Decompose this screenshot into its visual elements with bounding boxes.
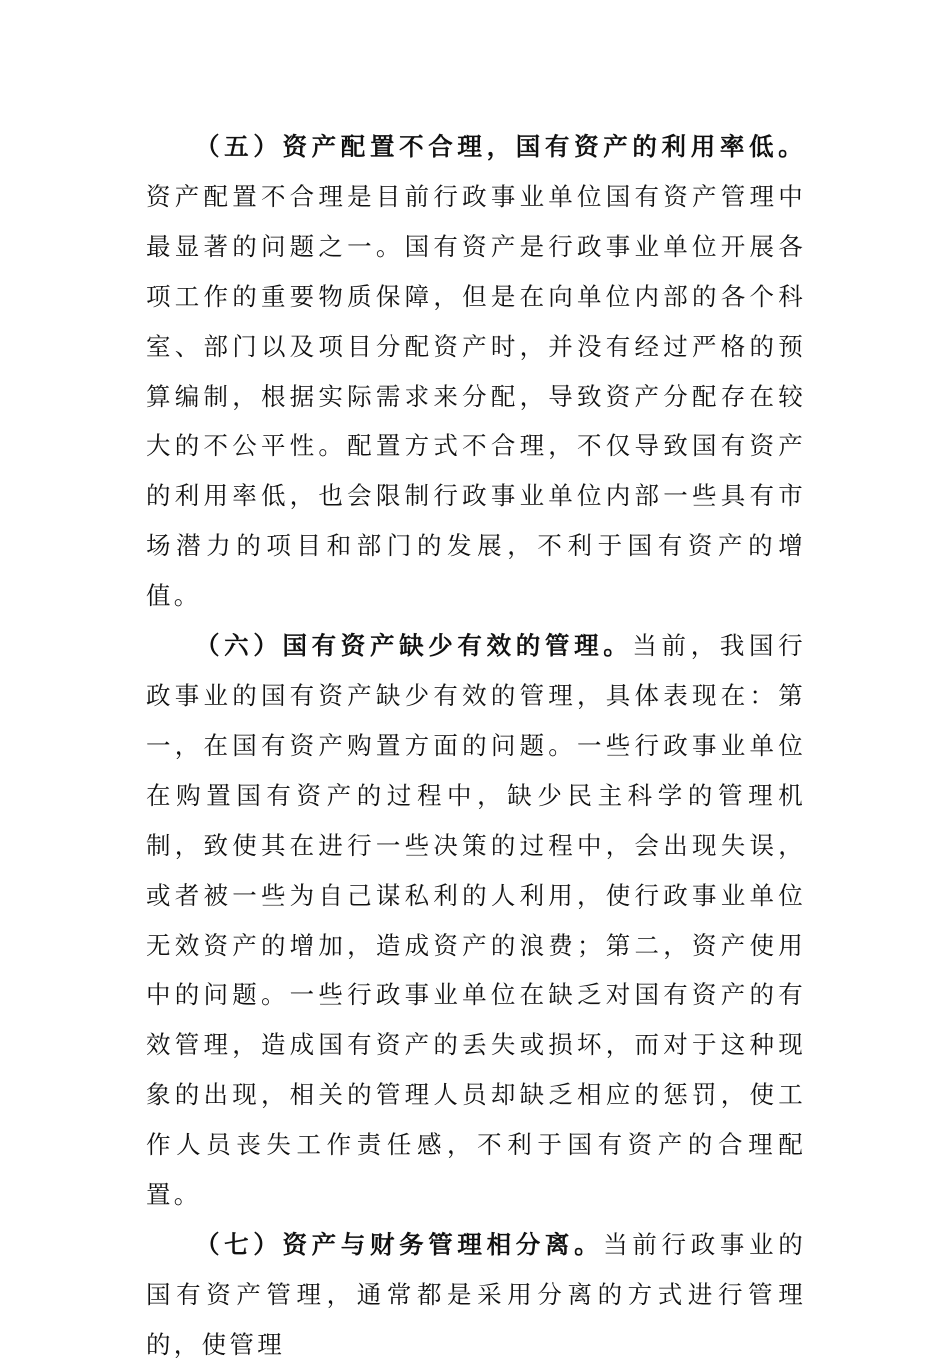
paragraph-6-heading: （六）国有资产缺少有效的管理。 bbox=[195, 631, 633, 661]
document-body bbox=[146, 122, 806, 1370]
paragraph-6 bbox=[146, 621, 806, 1220]
paragraph-6-body: 当前，我国行政事业的国有资产缺少有效的管理，具体表现在：第一，在国有资产购置方面的问题。一些行政事业单位在购置国有资产的过程中，缺少民主科学的管理机制，致使其在进行一些决策的过程中，会出现失误，或者被一些为自己谋私利的人利用，使行政事业单位无效资产的增加，造成资产的浪费；第二，资产使用中的问题。一些行政事业单位在缺乏对国有资产的有效管理，造成国有资产的丢失或损坏，而对于这种现象的出现，相关的管理人员却缺乏相应的惩罚，使工作人员丧失工作责任感，不利于国有资产的合理配置。 bbox=[146, 631, 806, 1210]
paragraph-5-heading: （五）资产配置不合理，国有资产的利用率低。 bbox=[195, 132, 806, 161]
paragraph-5 bbox=[146, 122, 806, 621]
paragraph-7 bbox=[146, 1220, 806, 1370]
paragraph-7-heading: （七）资产与财务管理相分离。 bbox=[195, 1229, 604, 1259]
paragraph-5-body: 资产配置不合理是目前行政事业单位国有资产管理中最显著的问题之一。国有资产是行政事业单位开展各项工作的重要物质保障，但是在向单位内部的各个科室、部门以及项目分配资产时，并没有经过严格的预算编制，根据实际需求来分配，导致资产分配存在较大的不公平性。配置方式不合理，不仅导致国有资产的利用率低，也会限制行政事业单位内部一些具有市场潜力的项目和部门的发展，不利于国有资产的增值。 bbox=[146, 181, 806, 611]
paragraph-7-body: 当前行政事业的国有资产管理，通常都是采用分离的方式进行管理的，使管理 bbox=[146, 1229, 806, 1359]
